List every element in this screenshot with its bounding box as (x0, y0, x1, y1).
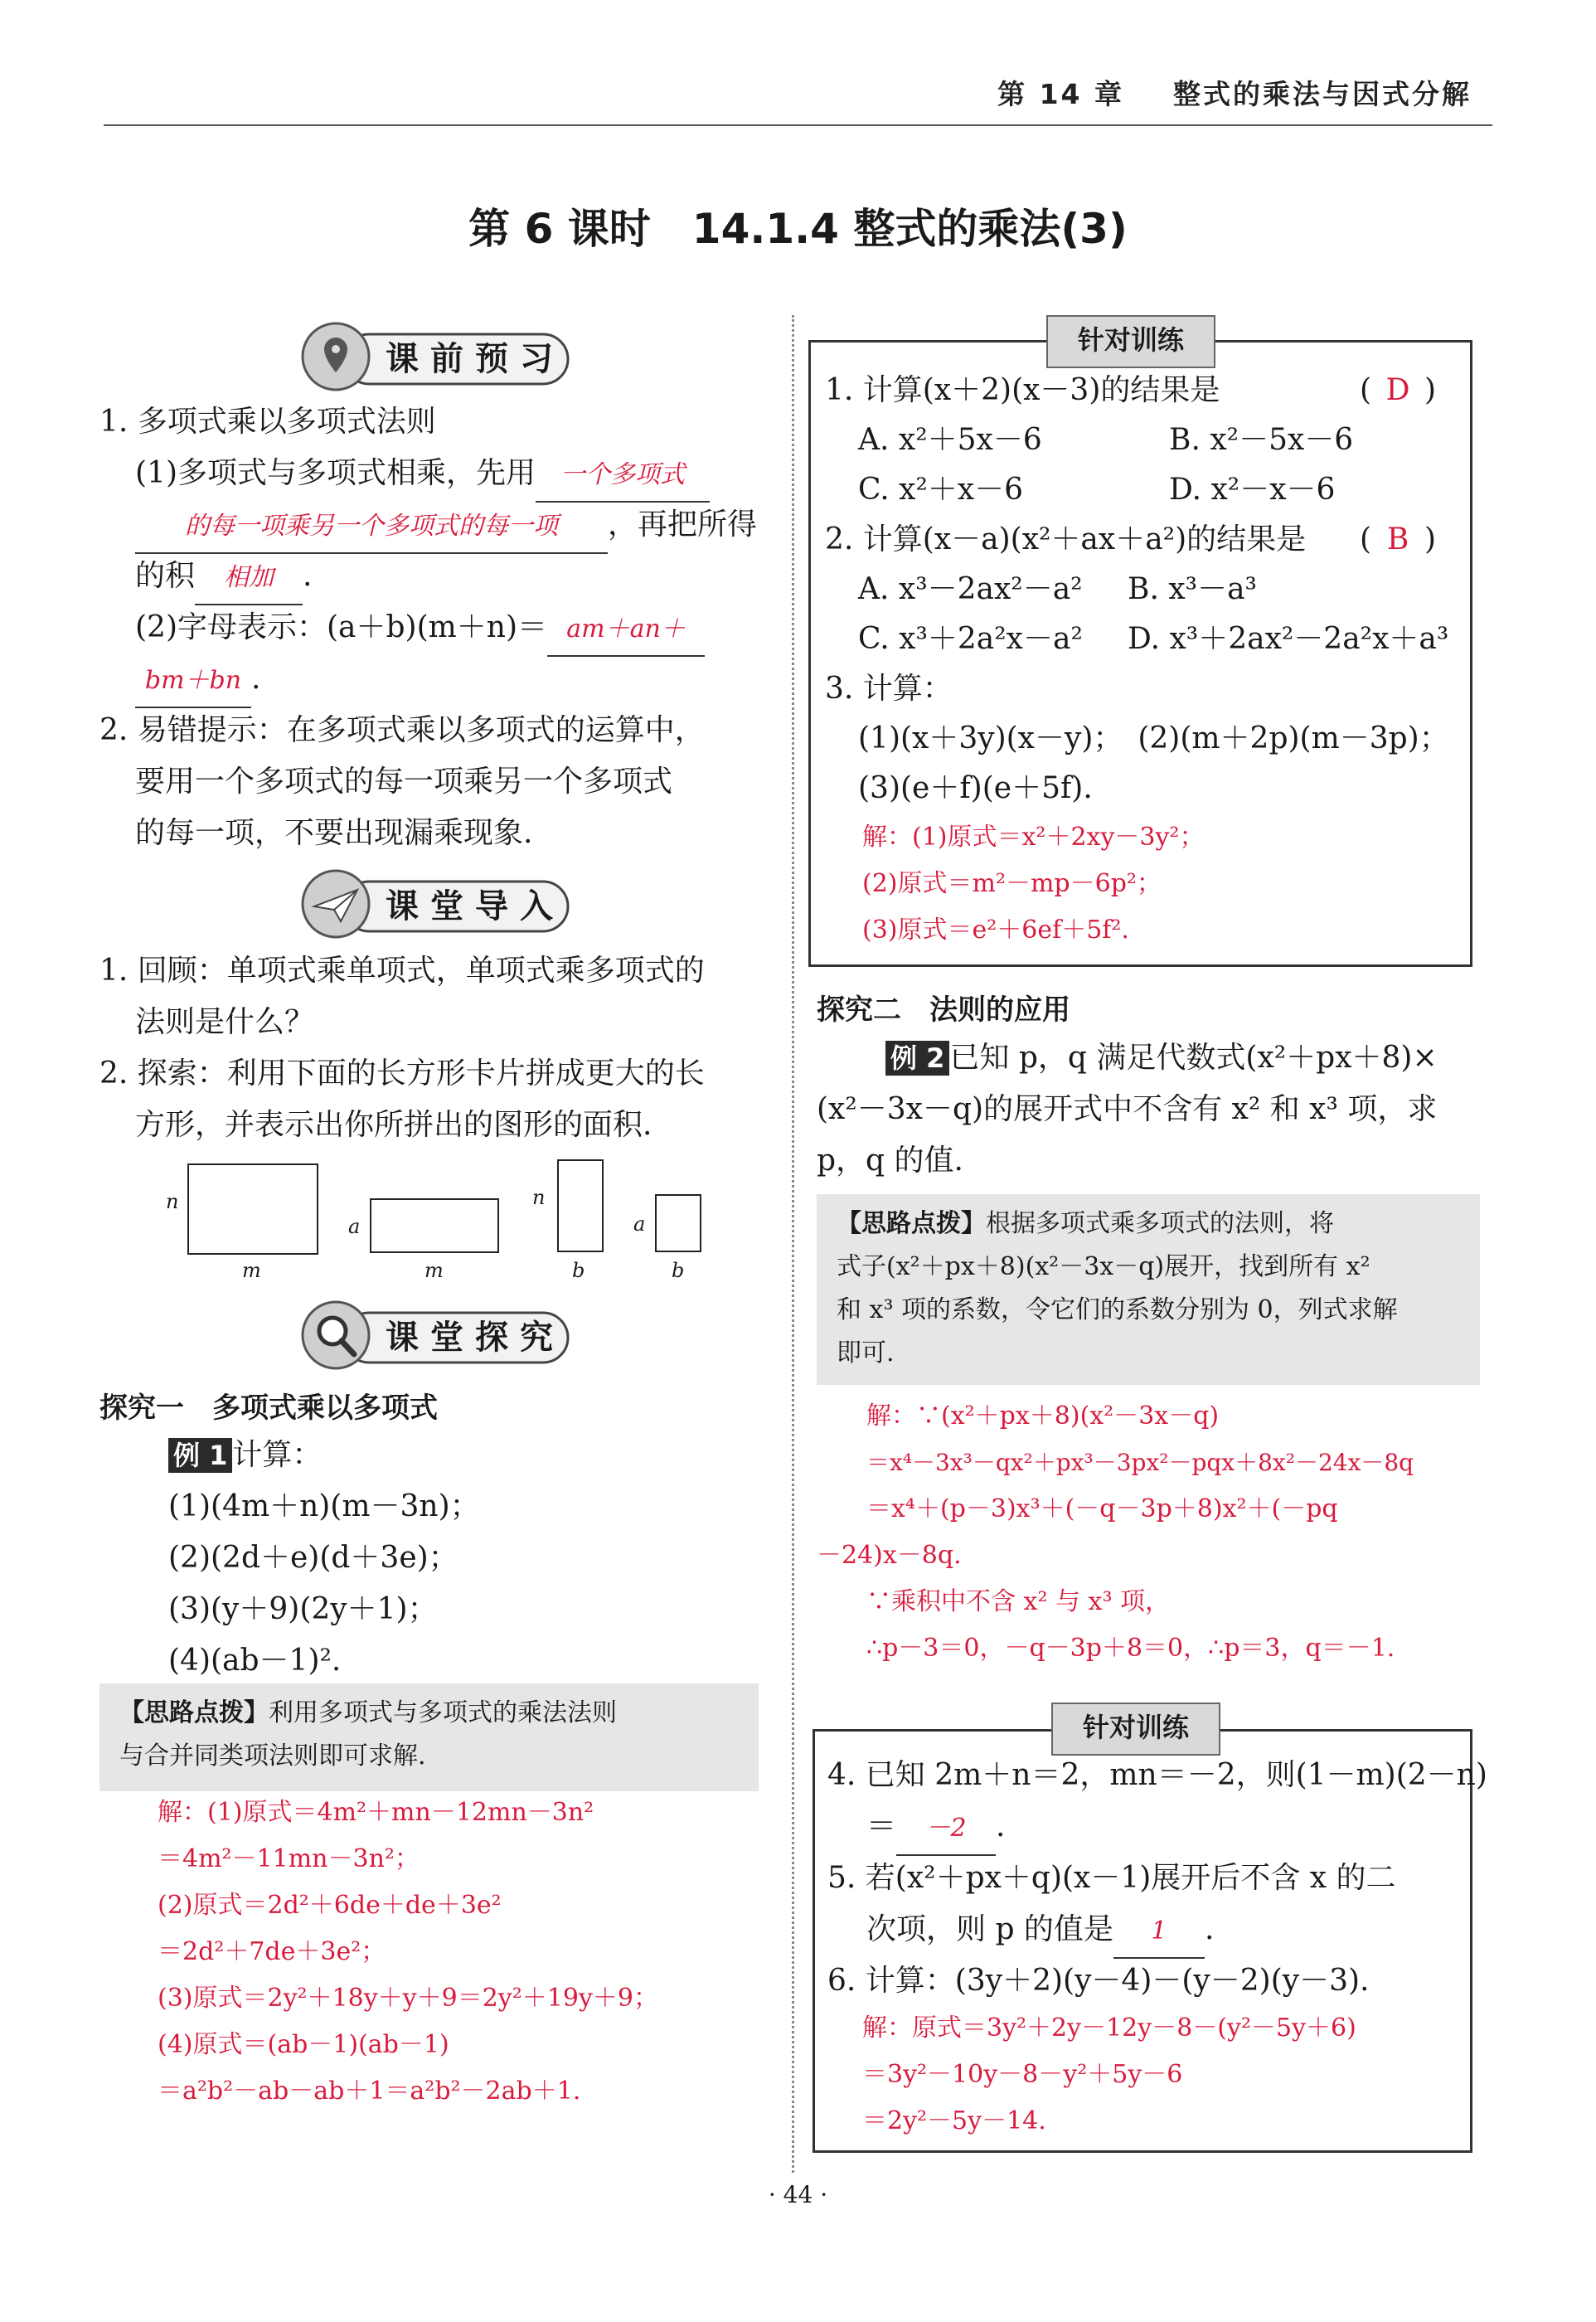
card-label: n (166, 1190, 179, 1213)
card-rect-mn (187, 1163, 318, 1255)
example-1: 例 1 计算： (168, 1430, 322, 1481)
section-title-explore: 课堂探究 (386, 1319, 565, 1357)
training-q4-answer: ＝ －2 . (866, 1801, 1005, 1856)
training-q5: 5. 若(x²＋px＋q)(x－1)展开后不含 x 的二 (827, 1861, 1396, 1895)
training-q1: 1. 计算(x＋2)(x－3)的结果是 (825, 373, 1220, 407)
section-badge-preview (294, 319, 576, 394)
preview-q1-2: (2)字母表示：(a＋b)(m＋n)＝ am＋an＋ (135, 602, 705, 657)
option: A. x²＋5x－6 (858, 423, 1042, 457)
page-number: · 44 · (768, 2181, 828, 2208)
header-rule (104, 124, 1492, 126)
preview-q1-1-line3: 的积 相加 . (135, 551, 312, 605)
section-badge-intro (294, 867, 576, 941)
answer-blank: am＋an＋ (547, 604, 705, 657)
card-label: m (424, 1259, 444, 1282)
card-rect-nb (557, 1159, 604, 1252)
explore1-heading: 探究一 多项式乘以多项式 (99, 1392, 438, 1425)
example-2-line3: p，q 的值. (817, 1144, 963, 1178)
answer-blank: 的每一项乘另一个多项式的每一项 (135, 501, 608, 554)
preview-q1-1: (1)多项式与多项式相乘，先用 一个多项式 (135, 448, 710, 503)
option: B. x²－5x－6 (1169, 423, 1354, 457)
intro-q1-line1: 1. 回顾：单项式乘单项式，单项式乘多项式的 (99, 954, 705, 988)
example-1-item: (4)(ab－1)². (168, 1644, 342, 1678)
training-q5-answer: 次项，则 p 的值是 1 . (866, 1904, 1214, 1959)
answer-blank: 一个多项式 (536, 449, 710, 503)
option: D. x²－x－6 (1169, 473, 1336, 507)
preview-q1-2-line2: bm＋bn . (135, 653, 260, 708)
preview-q1: 1. 多项式乘以多项式法则 (99, 405, 436, 439)
column-divider (792, 315, 794, 2173)
section-title-preview: 课前预习 (386, 340, 565, 378)
training-q2-answer: ( B ) (1360, 522, 1437, 556)
card-rect-ab (655, 1194, 701, 1252)
answer-blank: 相加 (195, 552, 303, 605)
chapter-header (997, 73, 1472, 112)
hint-tag: 【思路点拨】 (837, 1209, 986, 1238)
training-label-1: 针对训练 (1046, 315, 1215, 368)
answer-blank: bm＋bn (135, 655, 251, 708)
intro-q2-line1: 2. 探索：利用下面的长方形卡片拼成更大的长 (99, 1057, 705, 1091)
chapter-number: 第 14 章 (997, 78, 1124, 110)
training-q2: 2. 计算(x－a)(x²＋ax＋a²)的结果是 (825, 522, 1307, 556)
training-q4: 4. 已知 2m＋n＝2，mn＝－2，则(1－m)(2－n) (827, 1758, 1487, 1792)
answer-blank: 1 (1113, 1906, 1205, 1959)
explore2-heading: 探究二 法则的应用 (817, 993, 1070, 1027)
training-label-2: 针对训练 (1051, 1703, 1220, 1756)
card-label: b (572, 1259, 585, 1282)
intro-q1-line2: 法则是什么？ (135, 1005, 315, 1039)
example-1-item: (1)(4m＋n)(m－3n)； (168, 1489, 480, 1523)
training-q6: 6. 计算：(3y＋2)(y－4)－(y－2)(y－3). (827, 1964, 1370, 1998)
section-title-intro: 课堂导入 (386, 887, 565, 925)
solution-1: 解：(1)原式＝4m²＋mn－12mn－3n² ＝4m²－11mn－3n²； (2)原式＝2d²＋6de＋de＋3e² ＝2d²＋7de＋3e²； (3)原式＝2y²＋18y＋y＋9＝2y²＋19y＋9； (4)原式＝(ab－1)(ab－1) ＝a²b²－ab－ab＋1＝a²b²－2ab＋1. (158, 1798, 658, 2106)
example-tag: 例 2 (885, 1041, 949, 1076)
option: D. x³＋2ax²－2a²x＋a³ (1128, 622, 1449, 656)
hint-box-2: 【思路点拨】根据多项式乘多项式的法则，将 式子(x²＋px＋8)(x²－3x－q)展开，找到所有 x² 和 x³ 项的系数，令它们的系数分别为 0，列式求解 即可. (817, 1194, 1480, 1385)
preview-q2-line3: 的每一项，不要出现漏乘现象. (135, 816, 533, 850)
hint-box-1: 【思路点拨】利用多项式与多项式的乘法法则 与合并同类项法则即可求解. (99, 1683, 759, 1791)
example-2-line1: 例 2 已知 p，q 满足代数式(x²＋px＋8)× (885, 1032, 1438, 1084)
example-tag: 例 1 (168, 1438, 232, 1473)
training-q3-line2: (3)(e＋f)(e＋5f). (858, 771, 1093, 805)
card-label: a (633, 1212, 646, 1236)
hint-tag: 【思路点拨】 (119, 1698, 269, 1727)
card-rect-am (370, 1198, 499, 1253)
intro-q2-line2: 方形，并表示出你所拼出的图形的面积. (135, 1108, 652, 1142)
example-1-item: (3)(y＋9)(2y＋1)； (168, 1592, 438, 1626)
card-label: n (532, 1186, 546, 1209)
training-q3: 3. 计算： (825, 672, 953, 706)
example-2-line2: (x²－3x－q)的展开式中不含有 x² 和 x³ 项，求 (817, 1092, 1438, 1126)
preview-q2-line1: 2. 易错提示：在多项式乘以多项式的运算中， (99, 713, 705, 747)
preview-q2-line2: 要用一个多项式的每一项乘另一个多项式 (135, 765, 673, 799)
option: C. x³＋2a²x－a² (858, 622, 1083, 656)
option: C. x²＋x－6 (858, 473, 1024, 507)
option: A. x³－2ax²－a² (858, 572, 1083, 606)
card-label: b (672, 1259, 685, 1282)
training-solution-1: 解：(1)原式＝x²＋2xy－3y²； (2)原式＝m²－mp－6p²； (3)原式＝e²＋6ef＋5f². (862, 823, 1205, 945)
section-badge-explore (294, 1298, 576, 1372)
chapter-title: 整式的乘法与因式分解 (1173, 78, 1472, 110)
card-label: m (242, 1259, 261, 1282)
solution-2: 解：∵(x²＋px＋8)(x²－3x－q) ＝x⁴－3x³－qx²＋px³－3px²－pqx＋8x²－24x－8q ＝x⁴＋(p－3)x³＋(－q－3p＋8)x²＋(－pq －24)x－8q. ∵乘积中不含 x² 与 x³ 项， ∴p－3＝0，－q－3p＋8＝0，∴p＝3，q＝－1. (817, 1401, 1414, 1663)
training-solution-2: 解：原式＝3y²＋2y－12y－8－(y²－5y＋6) ＝3y²－10y－8－y²＋5y－6 ＝2y²－5y－14. (862, 2014, 1356, 2135)
example-1-item: (2)(2d＋e)(d＋3e)； (168, 1541, 458, 1575)
card-label: a (348, 1215, 361, 1238)
training-q3-line1: (1)(x＋3y)(x－y)； (2)(m＋2p)(m－3p)； (858, 721, 1449, 755)
training-q1-answer: ( D ) (1360, 373, 1437, 407)
page-title: 第 6 课时 14.1.4 整式的乘法(3) (468, 205, 1128, 253)
answer-blank: －2 (896, 1803, 996, 1856)
option: B. x³－a³ (1128, 572, 1257, 606)
preview-q1-1-line2: 的每一项乘另一个多项式的每一项 ，再把所得 (135, 499, 757, 554)
